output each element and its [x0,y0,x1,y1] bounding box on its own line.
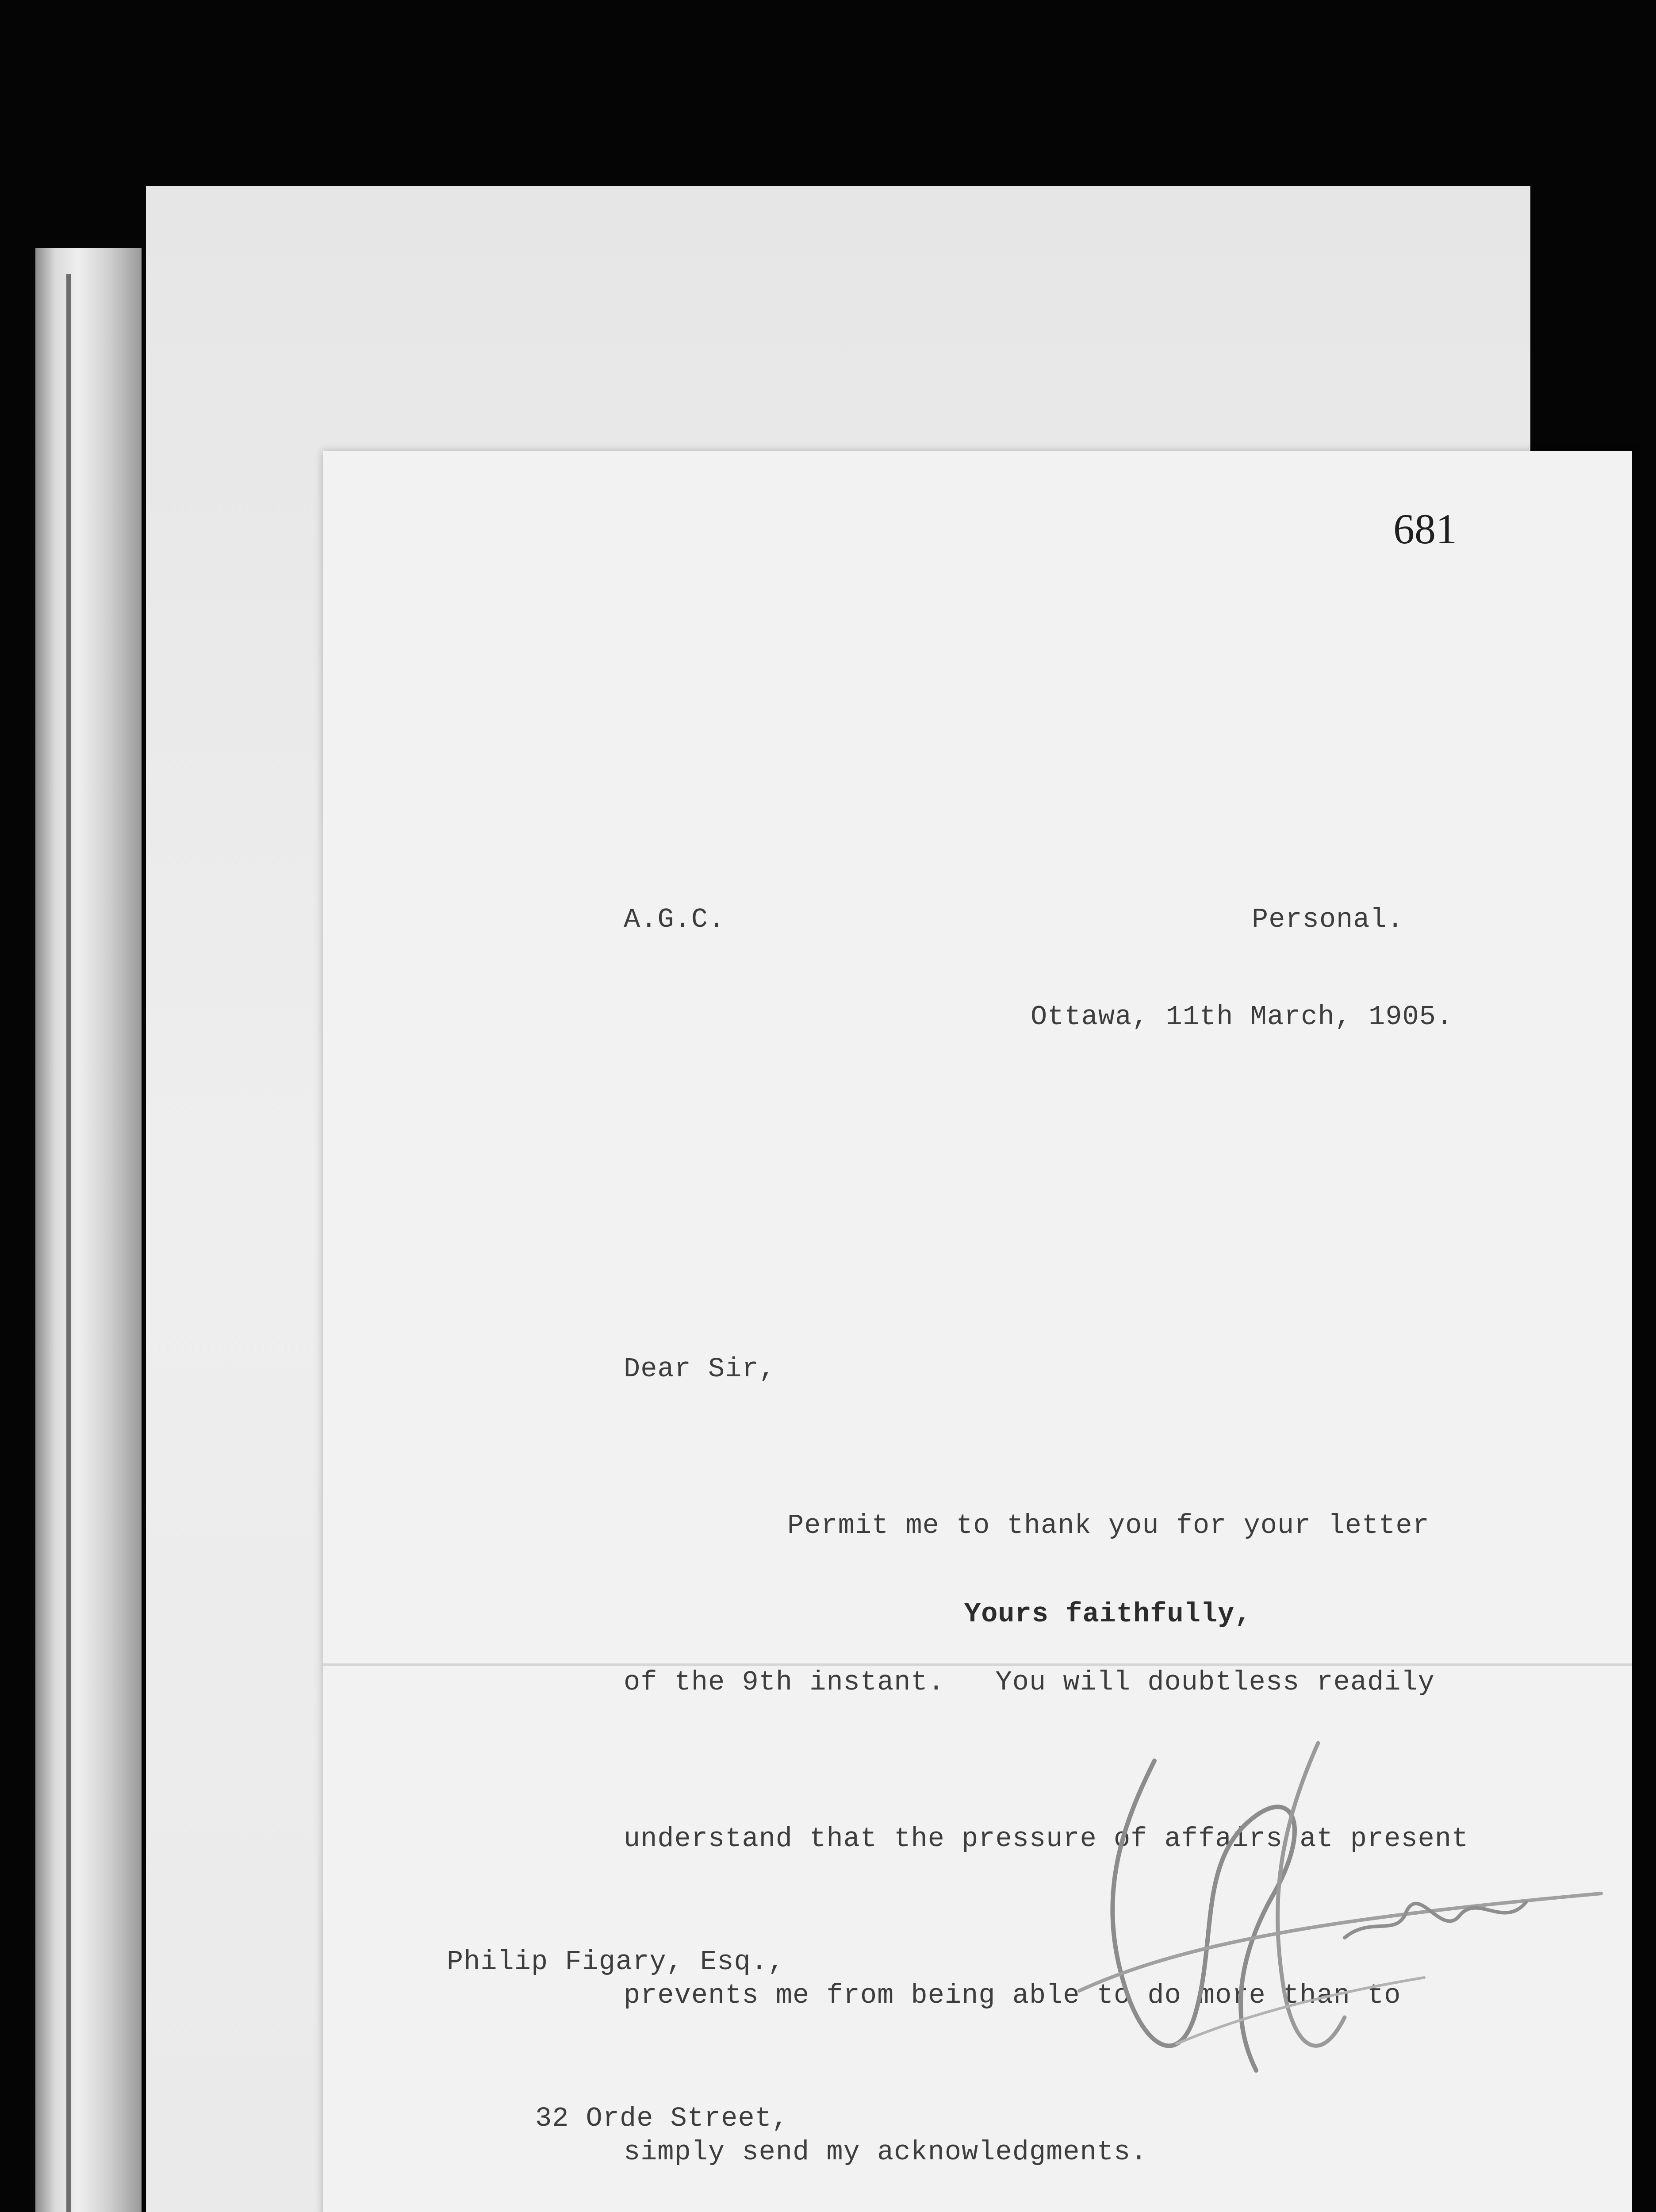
salutation: Dear Sir, [624,1353,776,1385]
handwritten-signature [1008,1708,1628,2132]
binder-strip [35,248,142,2212]
letter-sheet [323,451,1632,2212]
recipient-address [447,1832,877,2212]
reference-code: A.G.C. [624,904,725,935]
mount-board [146,186,1530,2212]
body-line: Permit me to thank you for your letter [787,1510,1430,1541]
body-line: prevents me from being able to do more than to [624,1980,1401,2011]
body-line: understand that the pressure of affairs at present [624,1823,1469,1855]
body-line: of the 9th instant. You will doubtless readily [624,1667,1435,1698]
body-line: simply send my acknowledgments. [624,2136,1148,2168]
page-number: 681 [1393,505,1457,553]
recipient-name: Philip Figary, Esq., [447,1946,785,1978]
closing: Yours faithfully, [964,1598,1252,1630]
binder-edge [66,274,71,2212]
fold-line [323,1663,1632,1666]
dateline: Ottawa, 11th March, 1905. [1031,1001,1453,1033]
recipient-street: 32 Orde Street, [535,2103,789,2134]
personal-marking: Personal. [1252,904,1404,935]
